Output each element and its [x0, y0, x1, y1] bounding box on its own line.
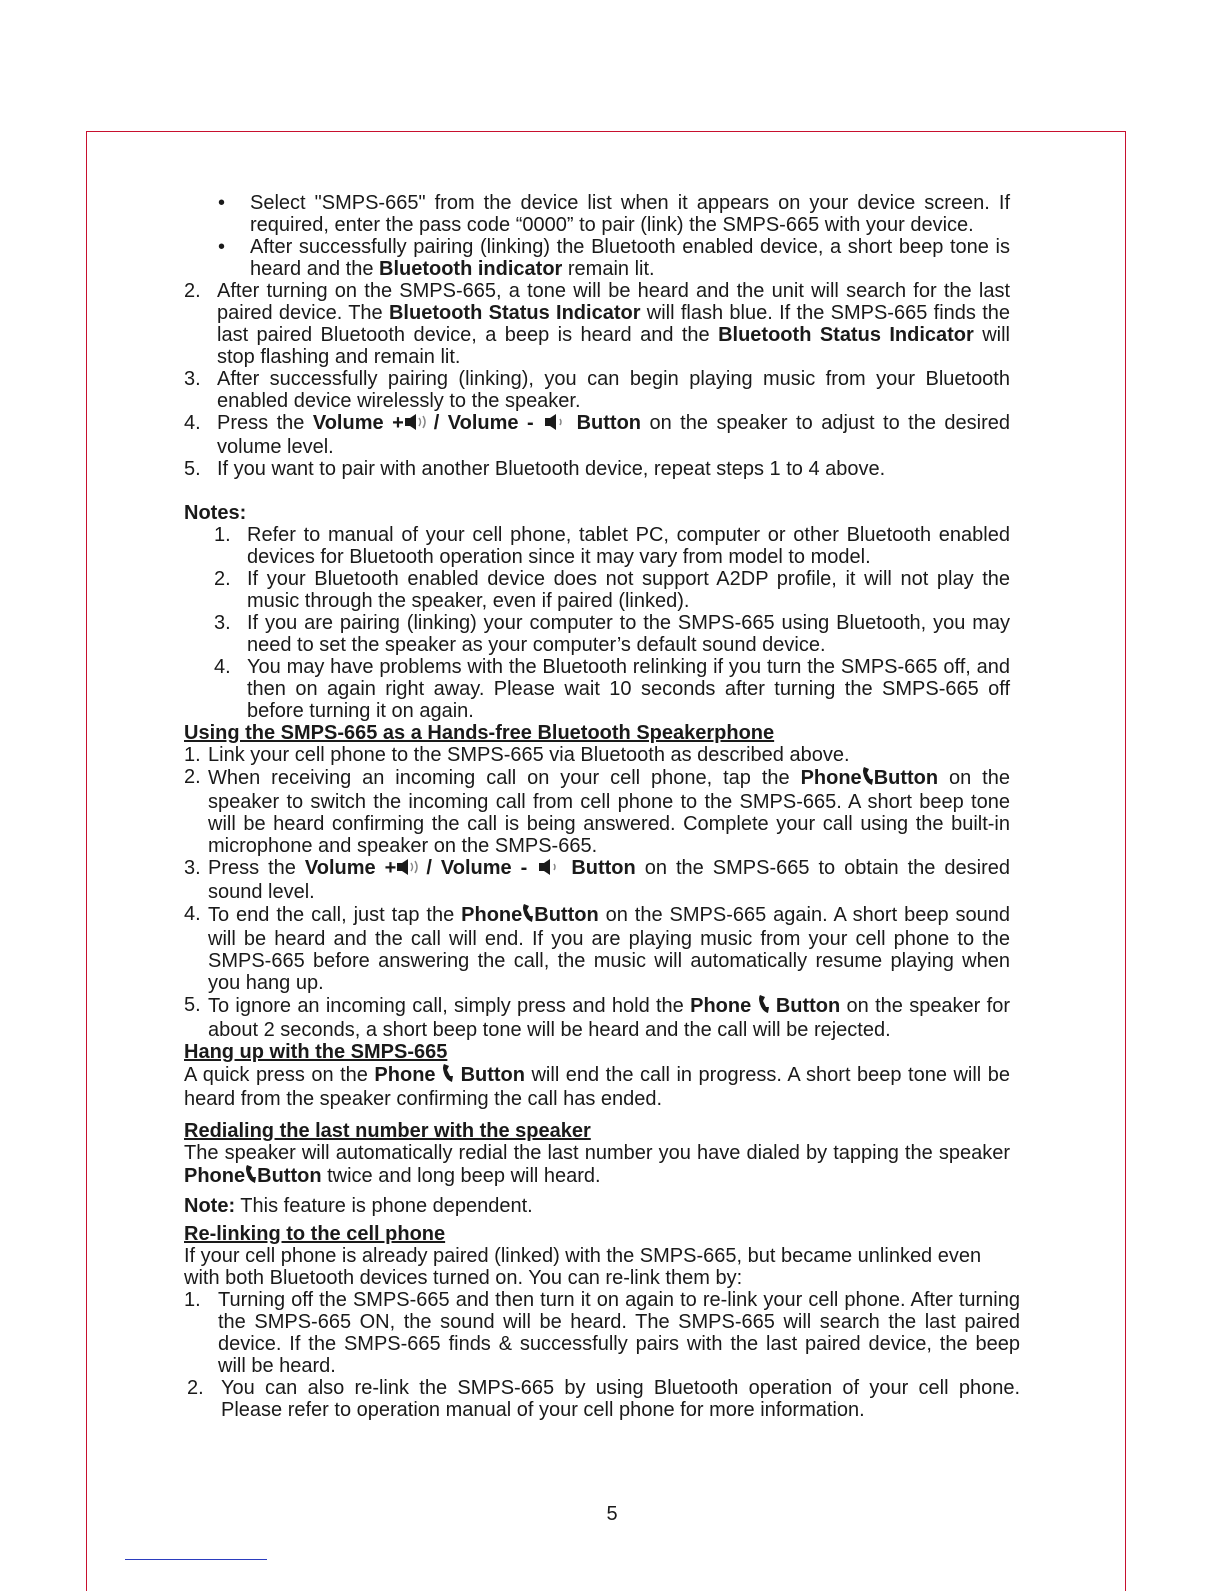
- phone-handset-icon: [245, 1164, 257, 1189]
- list-item: 3. Press the Volume + / Volume - Button on the SMPS-665 to obtain the desired sound level.: [184, 857, 1011, 903]
- list-item: 1. Turning off the SMPS-665 and then turn it on again to re-link your cell phone. After turning the SMPS-665 ON, the sound will be heard. The SMPS-665 will search the last paired device. If the SMPS-665 finds & successfully pairs with the last paired device, the beep will be heard.: [184, 1289, 1020, 1377]
- manual-body: [184, 192, 1020, 1421]
- phone-handset-icon: [522, 903, 534, 928]
- bullet-text: Select "SMPS-665" from the device list when it appears on your device screen. If required, enter the pass code “0000” to pair (link) the SMPS-665 with your device.: [250, 192, 1010, 236]
- phone-handset-icon: [442, 1063, 454, 1088]
- list-item: 2. You can also re-link the SMPS-665 by using Bluetooth operation of your cell phone. Please refer to operation manual of your cell phone for more information.: [187, 1377, 1020, 1421]
- section-heading: Hang up with the SMPS-665: [184, 1041, 448, 1063]
- paragraph: A quick press on the Phone Button will end the call in progress. A short beep tone will be heard from the speaker confirming the call has ended.: [184, 1064, 1010, 1110]
- section-heading: Redialing the last number with the speaker: [184, 1120, 591, 1142]
- section-heading: Using the SMPS-665 as a Hands-free Bluetooth Speakerphone: [184, 722, 775, 744]
- phone-handset-icon: [862, 766, 874, 791]
- list-item: 2. When receiving an incoming call on your cell phone, tap the Phone Button on the speaker to switch the incoming call from cell phone to the SMPS-665. A short beep tone will be heard confirming the call is being answered. Complete your call using the built-in microphone and speaker on the SMPS-665.: [184, 766, 1010, 857]
- list-item: 3. After successfully pairing (linking), you can begin playing music from your Bluetooth enabled device wirelessly to the speaker.: [184, 368, 1010, 412]
- list-item: 4. You may have problems with the Bluetooth relinking if you turn the SMPS-665 off, and then on again right away. Please wait 10 seconds after turning the SMPS-665 off before turning it on again.: [214, 656, 1010, 722]
- paragraph: The speaker will automatically redial the last number you have dialed by tapping the speaker Phone Button twice and long beep will heard.: [184, 1142, 1010, 1187]
- list-item: 5. If you want to pair with another Bluetooth device, repeat steps 1 to 4 above.: [184, 458, 886, 480]
- page-number: 5: [606, 1503, 618, 1525]
- note-line: Note: This feature is phone dependent.: [184, 1195, 533, 1217]
- list-item: • After successfully pairing (linking) the Bluetooth enabled device, a short beep tone is heard and the Bluetooth indicator remain lit.: [184, 236, 1010, 280]
- speaker-quiet-icon: [536, 858, 562, 881]
- list-item: 2. If your Bluetooth enabled device does not support A2DP profile, it will not play the music through the speaker, even if paired (linked).: [214, 568, 1010, 612]
- section-heading: Re-linking to the cell phone: [184, 1223, 446, 1245]
- list-item: 2. After turning on the SMPS-665, a tone will be heard and the unit will search for the last paired device. The Bluetooth Status Indicator will flash blue. If the SMPS-665 finds the last paired Bluetooth device, a beep is heard and the Bluetooth Status Indicator will stop flashing and remain lit.: [184, 280, 1010, 368]
- bold-term: Bluetooth indicator: [379, 258, 563, 280]
- list-item: 4. Press the Volume + / Volume - Button on the speaker to adjust to the desired volume level.: [184, 412, 1011, 458]
- paragraph: If your cell phone is already paired (linked) with the SMPS-665, but became unlinked even with both Bluetooth devices turned on. You can re-link them by:: [184, 1245, 982, 1289]
- bullet-marker: •: [218, 192, 226, 214]
- speaker-loud-icon: [404, 413, 434, 436]
- bullet-marker: •: [218, 236, 226, 258]
- speaker-loud-icon: [396, 858, 426, 881]
- footnote-rule: [125, 1559, 267, 1560]
- notes-title: Notes:: [184, 502, 247, 524]
- speaker-quiet-icon: [542, 413, 568, 436]
- phone-handset-icon: [758, 994, 770, 1019]
- list-item: [184, 192, 1010, 236]
- list-item: 4. To end the call, just tap the Phone Button on the SMPS-665 again. A short beep sound will be heard and the call will end. If you are playing music from your cell phone to the SMPS-665 before answering the call, the music will automatically resume playing when you hang up.: [184, 903, 1010, 994]
- list-item: 1. Refer to manual of your cell phone, tablet PC, computer or other Bluetooth enabled devices for Bluetooth operation since it may vary from model to model.: [214, 524, 1010, 568]
- list-item: 1. Link your cell phone to the SMPS-665 via Bluetooth as described above.: [184, 744, 850, 766]
- list-item: 3. If you are pairing (linking) your computer to the SMPS-665 using Bluetooth, you may need to set the speaker as your computer’s default sound device.: [214, 612, 1010, 656]
- list-item: 5. To ignore an incoming call, simply press and hold the Phone Button on the speaker for about 2 seconds, a short beep tone will be heard and the call will be rejected.: [184, 994, 1010, 1041]
